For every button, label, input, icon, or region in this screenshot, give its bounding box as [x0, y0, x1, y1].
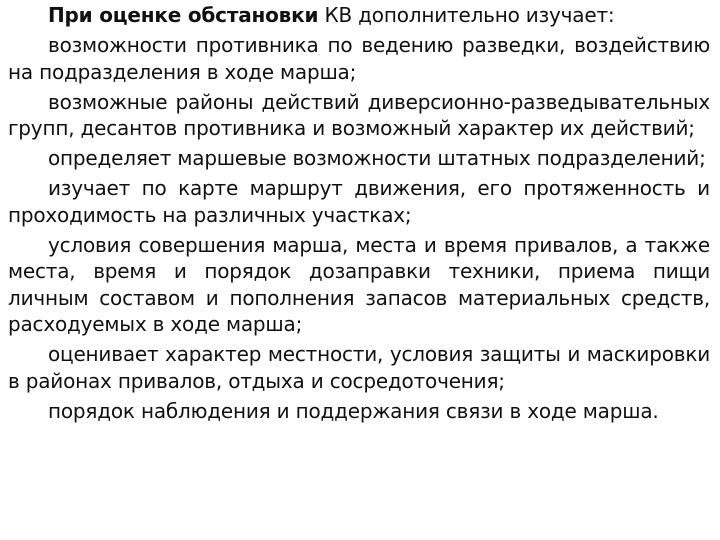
list-item: порядок наблюдения и поддержания связи в ходе марша. — [48, 398, 659, 423]
list-item: оценивает характер местности, условия защиты и маскировки в районах привалов, отдыха и сосредоточения; — [8, 342, 710, 393]
intro-bold-text: При оценке обстановки — [48, 3, 319, 27]
list-item: условия совершения марша, места и время привалов, а также места, время и порядок дозаправки техники, приема пищи личным составом и пополнения запасов материальных средств, расходуемых в ходе марша; — [8, 232, 710, 336]
intro-paragraph — [8, 2, 710, 29]
list-item: изучает по карте маршрут движения, его протяженность и проходимость на различных участках; — [8, 176, 710, 227]
list-item: возможные районы действий диверсионно-разведывательных групп, десантов противника и возможный характер их действий; — [8, 89, 710, 140]
list-item: возможности противника по ведению разведки, воздействию на подразделения в ходе марша; — [8, 33, 710, 84]
list-item: определяет маршевые возможности штатных подразделений; — [48, 146, 706, 170]
intro-text: КВ дополнительно изучает: — [318, 3, 615, 27]
